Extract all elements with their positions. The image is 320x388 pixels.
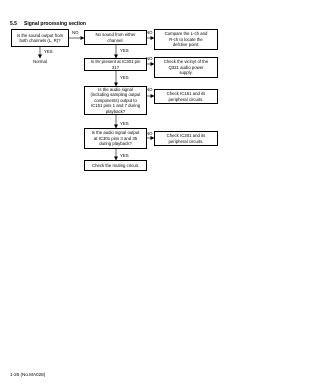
label-yes-q2: YES [120, 75, 129, 80]
box-check-ic151: Check IC151 and its peripheral circuits. [154, 89, 218, 104]
label-yes-q1: YES [44, 49, 53, 54]
label-no-q1: NO [72, 30, 79, 35]
box-check-muting-circuit: Check the muting circuit. [84, 160, 147, 171]
page-footer: 1-26 (No.MA028) [10, 372, 46, 377]
label-no-q1-box: NO [146, 30, 153, 35]
label-yes-q4: YES [120, 153, 129, 158]
result-normal: Normal [33, 59, 47, 64]
section-number: 5.5 [10, 21, 17, 27]
label-no-q4: NO [146, 131, 153, 136]
question-audio-signal-ic301: Is the audio signal output at IC301 pins 3 and 35 during playback? [84, 128, 147, 149]
label-yes-q1-box: YES [120, 48, 129, 53]
box-no-sound-either-channel: No sound from either channel. [84, 30, 147, 45]
question-9v-ic301-pin31: Is 9V present at IC301 pin 31? [84, 58, 147, 71]
label-yes-q3: YES [120, 121, 129, 126]
section-title: Signal processing section [24, 21, 86, 27]
question-sound-output-both-channels: Is the sound output from both channels (L, R)? [11, 29, 69, 47]
question-audio-signal-ic151: Is the audio signal (including sampling output components) output to IC151 pins 1 and 7 during playback? [84, 86, 147, 115]
box-check-ic301: Check IC301 and its peripheral circuits. [154, 131, 218, 146]
label-no-q3: NO [146, 87, 153, 92]
box-compare-channels: Compare the L-ch and R-ch to locate the defctive point. [154, 29, 218, 50]
label-no-q2: NO [146, 56, 153, 61]
box-check-q321-power: Check the vicinyt of the Q321 audio power supply. [154, 57, 218, 78]
